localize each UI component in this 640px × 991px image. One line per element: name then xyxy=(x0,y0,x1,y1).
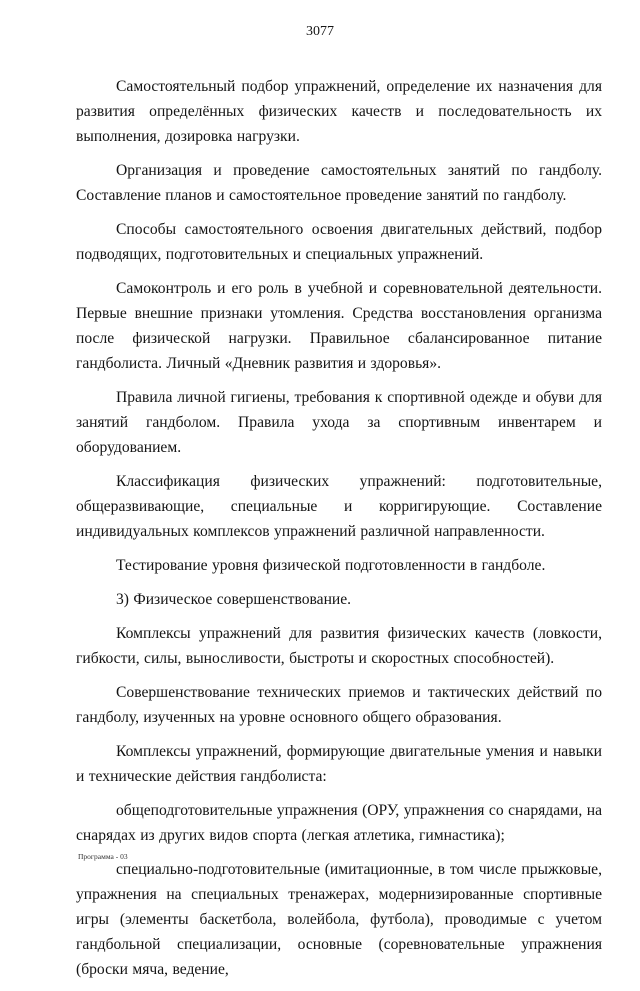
paragraph-general-exercises: общеподготовительные упражнения (ОРУ, упражнения со снарядами, на снарядах из других видов спорта (легкая атлетика, гимнастика); xyxy=(76,802,602,844)
paragraph-exercise-classification: Классификация физических упражнений: подготовительные, общеразвивающие, специальные и корригирующие. Составление индивидуальных комплексов упражнений различной направленности. xyxy=(76,473,602,540)
paragraph-exercise-selection: Самостоятельный подбор упражнений, определение их назначения для развития определённых физических качеств и последовательность их выполнения, дозировка нагрузки. xyxy=(76,78,602,145)
paragraph-self-learning-methods: Способы самостоятельного освоения двигательных действий, подбор подводящих, подготовительных и специальных упражнений. xyxy=(76,221,602,263)
paragraph-technique-improvement: Совершенствование технических приемов и тактических действий по гандболу, изученных на уровне основного общего образования. xyxy=(76,684,602,726)
paragraph-testing: Тестирование уровня физической подготовленности в гандболе. xyxy=(116,557,546,574)
footer-program-label: Программа - 03 xyxy=(78,852,128,861)
paragraph-self-organization: Организация и проведение самостоятельных занятий по гандболу. Составление планов и самостоятельное проведение занятий по гандболу. xyxy=(76,162,602,204)
document-body xyxy=(76,74,602,991)
paragraph-physical-qualities: Комплексы упражнений для развития физических качеств (ловкости, гибкости, силы, выносливости, быстроты и скоростных способностей). xyxy=(76,625,602,667)
paragraph-hygiene-rules: Правила личной гигиены, требования к спортивной одежде и обуви для занятий гандболом. Правила ухода за спортивным инвентарем и оборудованием. xyxy=(76,389,602,456)
paragraph-exercise-complexes: Комплексы упражнений, формирующие двигательные умения и навыки и технические действия гандболиста: xyxy=(76,743,602,785)
paragraph-self-control: Самоконтроль и его роль в учебной и соревновательной деятельности. Первые внешние признаки утомления. Средства восстановления организма после физической нагрузки. Правильное сбалансированное питание гандболиста. Личный «Дневник развития и здоровья». xyxy=(76,280,602,372)
paragraph-special-exercises: специально-подготовительные (имитационные, в том числе прыжковые, упражнения на специальных тренажерах, модернизированные спортивные игры (элементы баскетбола, волейбола, футбола), проводимые с учетом гандбольной специализации, основные (соревновательные упражнения (броски мяча, ведение, xyxy=(76,861,602,978)
section-heading-physical-improvement: 3) Физическое совершенствование. xyxy=(116,591,352,608)
page-number: 3077 xyxy=(306,24,334,39)
